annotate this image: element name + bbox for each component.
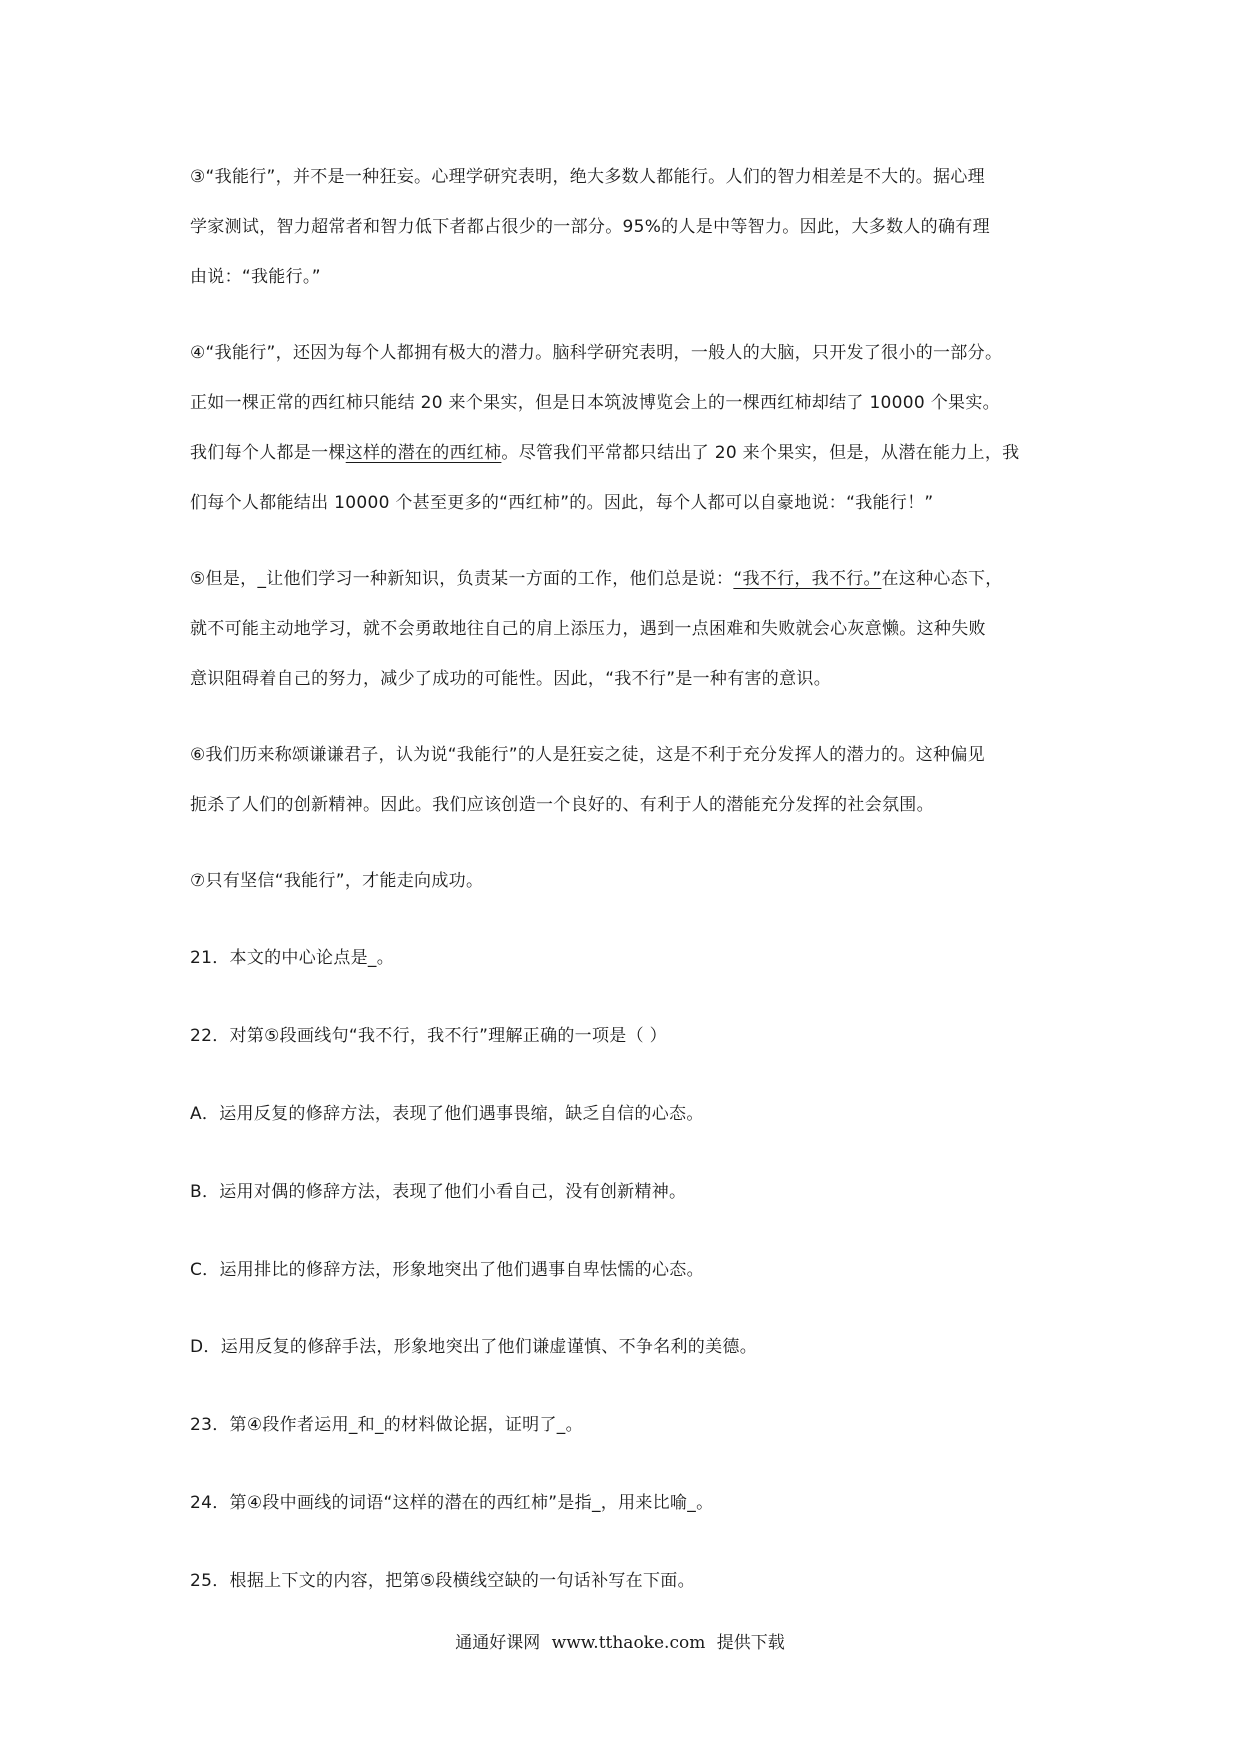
paragraph-4 — [190, 328, 1060, 528]
paragraph-line: 们每个人都能结出 10000 个甚至更多的“西红柿”的。因此，每个人都可以自豪地说：“我能行！” — [190, 493, 934, 513]
option-text: A．运用反复的修辞方法，表现了他们遇事畏缩，缺乏自信的心态。 — [190, 1104, 704, 1124]
option-text: C．运用排比的修辞方法，形象地突出了他们遇事自卑怯懦的心态。 — [190, 1260, 704, 1280]
option-text: D．运用反复的修辞手法，形象地突出了他们谦虚谨慎、不争名利的美德。 — [190, 1337, 757, 1357]
option-c — [190, 1245, 1060, 1295]
option-b — [190, 1167, 1060, 1217]
paragraph-line: 扼杀了人们的创新精神。因此。我们应该创造一个良好的、有利于人的潜能充分发挥的社会氛围。 — [190, 795, 934, 815]
question-21 — [190, 933, 1060, 983]
paragraph-line: 意识阻碍着自己的努力，减少了成功的可能性。因此，“我不行”是一种有害的意识。 — [190, 669, 832, 689]
option-a — [190, 1089, 1060, 1139]
question-24 — [190, 1478, 1060, 1528]
question-22 — [190, 1011, 1060, 1061]
paragraph-line: 学家测试，智力超常者和智力低下者都占很少的一部分。95%的人是中等智力。因此，大多数人的确有理 — [190, 217, 990, 237]
paragraph-5 — [190, 554, 1060, 704]
question-text: 25．根据上下文的内容，把第⑤段横线空缺的一句话补写在下面。 — [190, 1571, 695, 1591]
paragraph-line — [190, 428, 1060, 478]
footer-site-name: 通通好课网 — [455, 1633, 541, 1653]
text-segment: 。尽管我们平常都只结出了 20 来个果实，但是，从潜在能力上，我 — [501, 443, 1020, 463]
paragraph-line: ④“我能行”，还因为每个人都拥有极大的潜力。脑科学研究表明，一般人的大脑，只开发了很小的一部分。 — [190, 343, 1003, 363]
paragraph-line: 正如一棵正常的西红柿只能结 20 来个果实，但是日本筑波博览会上的一棵西红柿却结了 10000 个果实。 — [190, 393, 1000, 413]
paragraph-line — [190, 554, 1060, 604]
paragraph-line: ⑥我们历来称颂谦谦君子，认为说“我能行”的人是狂妄之徒，这是不利于充分发挥人的潜力的。这种偏见 — [190, 745, 985, 765]
text-segment: 我们每个人都是一棵 — [190, 443, 346, 463]
footer-suffix: 提供下载 — [716, 1633, 785, 1653]
option-text: B．运用对偶的修辞方法，表现了他们小看自己，没有创新精神。 — [190, 1182, 687, 1202]
question-text: 22．对第⑤段画线句“我不行，我不行”理解正确的一项是（ ） — [190, 1026, 667, 1046]
question-text: 23．第④段作者运用_和_的材料做论据，证明了_。 — [190, 1415, 583, 1435]
paragraph-line: 就不可能主动地学习，就不会勇敢地往自己的肩上添压力，遇到一点困难和失败就会心灰意懒。这种失败 — [190, 619, 986, 639]
page-footer — [0, 1628, 1240, 1658]
paragraph-3 — [190, 152, 1060, 302]
paragraph-line: 由说：“我能行。” — [190, 267, 321, 287]
paragraph-7 — [190, 856, 1060, 906]
question-text: 21．本文的中心论点是_。 — [190, 948, 395, 968]
underlined-sentence: “我不行，我不行。” — [733, 569, 882, 589]
question-25 — [190, 1556, 1060, 1606]
text-segment: 在这种心态下， — [881, 569, 1003, 589]
paragraph-6 — [190, 730, 1060, 830]
text-segment: ⑤但是，_让他们学习一种新知识，负责某一方面的工作，他们总是说： — [190, 569, 734, 589]
question-text: 24．第④段中画线的词语“这样的潜在的西红柿”是指_，用来比喻_。 — [190, 1493, 714, 1513]
underlined-phrase: 这样的潜在的西红柿 — [345, 443, 502, 463]
question-23 — [190, 1400, 1060, 1450]
paragraph-line: ③“我能行”，并不是一种狂妄。心理学研究表明，绝大多数人都能行。人们的智力相差是不大的。据心理 — [190, 167, 985, 187]
paragraph-line: ⑦只有坚信“我能行”，才能走向成功。 — [190, 871, 484, 891]
option-d — [190, 1322, 1060, 1372]
footer-url: www.tthaoke.com — [551, 1633, 706, 1653]
